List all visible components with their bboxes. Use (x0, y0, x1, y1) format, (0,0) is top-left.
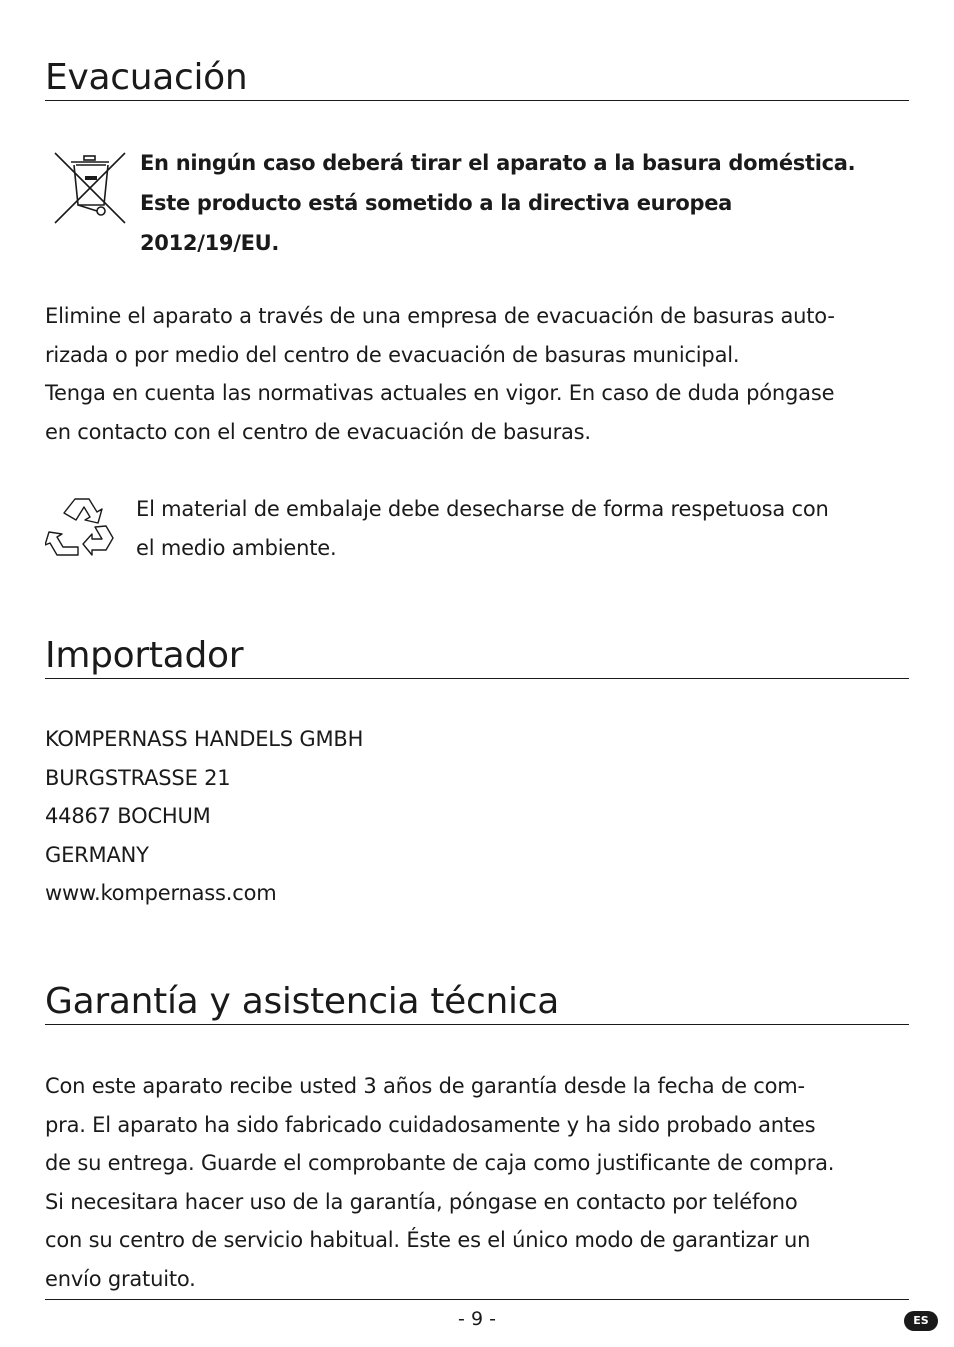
recycle-icon (45, 493, 125, 565)
address-line: KOMPERNASS HANDELS GMBH (45, 727, 364, 751)
paragraph-line: Tenga en cuenta las normativas actuales en vigor. En caso de duda póngase (45, 381, 835, 406)
paragraph-line: con su centro de servicio habitual. Éste es el único modo de garantizar un (45, 1228, 811, 1253)
section-heading-importador: Importador (45, 636, 909, 679)
disposal-paragraph (45, 297, 835, 451)
address-line: BURGSTRASSE 21 (45, 765, 231, 790)
paragraph-line: el medio ambiente. (136, 535, 337, 560)
section-importador (45, 636, 909, 679)
page-number: - 9 - (458, 1308, 496, 1330)
paragraph-line: envío gratuito. (45, 1266, 196, 1291)
paragraph-line: Con este aparato recibe usted 3 años de garantía desde la fecha de com- (45, 1074, 805, 1098)
packaging-text (136, 490, 829, 567)
section-heading-garantia: Garantía y asistencia técnica (45, 982, 909, 1025)
section-heading-evacuacion: Evacuación (45, 58, 909, 101)
paragraph-line: rizada o por medio del centro de evacuación de basuras municipal. (45, 342, 740, 367)
website-link[interactable]: www.kompernass.com (45, 881, 277, 906)
paragraph-line: Elimine el aparato a través de una empresa de evacuación de basuras auto- (45, 304, 835, 328)
paragraph-line: de su entrega. Guarde el comprobante de caja como justificante de compra. (45, 1151, 835, 1176)
paragraph-line: en contacto con el centro de evacuación de basuras. (45, 419, 591, 444)
warranty-paragraph (45, 1067, 834, 1299)
warning-line: 2012/19/EU. (140, 231, 280, 255)
warning-line: En ningún caso deberá tirar el aparato a la basura doméstica. (140, 151, 856, 175)
section-garantia (45, 982, 909, 1025)
weee-warning-block (45, 143, 909, 263)
paragraph-line: pra. El aparato ha sido fabricado cuidadosamente y ha sido probado antes (45, 1112, 816, 1137)
crossed-out-wheelie-bin-icon (53, 149, 127, 225)
weee-warning-text (140, 143, 855, 263)
section-evacuacion (45, 58, 909, 101)
warning-line: Este producto está sometido a la directiva europea (140, 191, 733, 215)
address-line: GERMANY (45, 842, 149, 867)
language-badge: ES (904, 1311, 938, 1331)
paragraph-line: Si necesitara hacer uso de la garantía, póngase en contacto por teléfono (45, 1189, 798, 1214)
importer-address (45, 720, 363, 913)
address-line: 44867 BOCHUM (45, 804, 211, 829)
footer-divider (45, 1299, 909, 1300)
paragraph-line: El material de embalaje debe desecharse de forma respetuosa con (136, 497, 829, 521)
